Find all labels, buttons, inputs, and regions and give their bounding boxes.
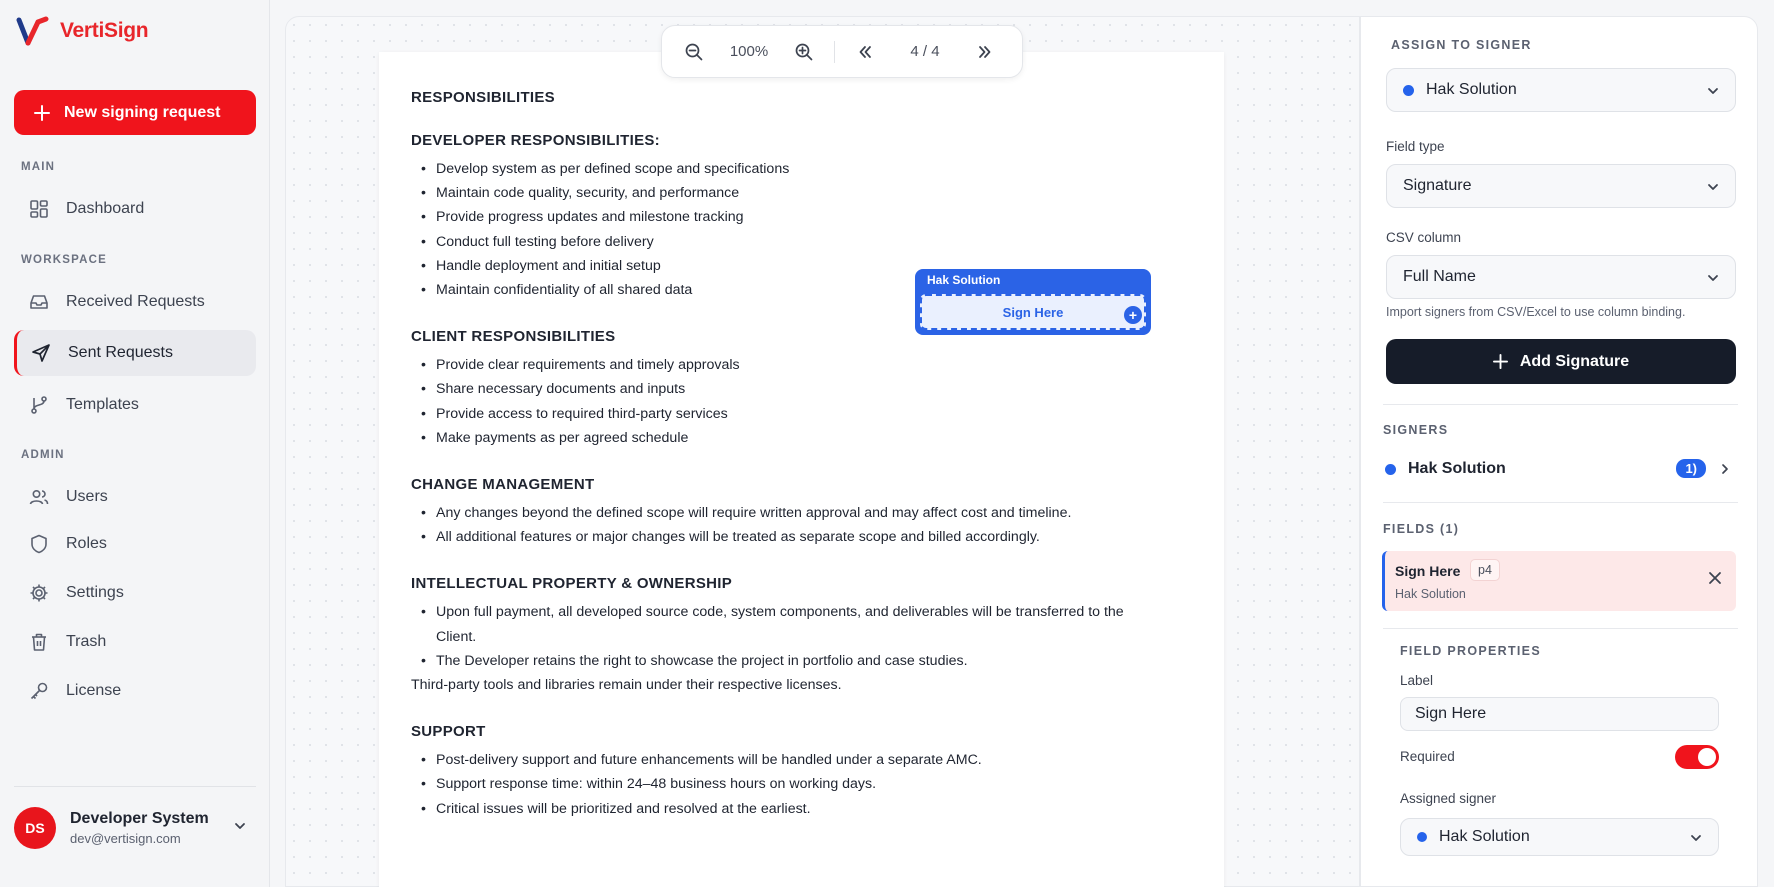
sidebar-item-label: Received Requests (66, 293, 205, 310)
assign-signer-select[interactable] (1386, 68, 1736, 112)
assign-signer-value: Hak Solution (1426, 81, 1517, 98)
document-section (411, 89, 1131, 106)
users-icon (28, 486, 50, 508)
list-item: • Maintain confidentiality of all shared data (411, 278, 1131, 302)
list-item: • Conduct full testing before delivery (411, 230, 1131, 254)
list-item: • Critical issues will be prioritized and resolved at the earliest. (411, 797, 1131, 821)
field-type-value: Signature (1403, 177, 1472, 194)
required-toggle[interactable] (1675, 745, 1719, 769)
new-signing-request-label: New signing request (64, 103, 221, 121)
signers-label: SIGNERS (1383, 423, 1449, 437)
fields-label: FIELDS (1) (1383, 522, 1460, 536)
add-signature-label: Add Signature (1519, 352, 1630, 370)
chevron-right-icon (1718, 462, 1732, 476)
list-item: • Any changes beyond the defined scope will require written approval and may affect cost and timeline. (411, 501, 1131, 525)
sidebar-item-label: Sent Requests (68, 344, 173, 361)
add-signature-button[interactable] (1386, 339, 1736, 384)
signer-color-dot (1403, 85, 1414, 96)
panel-divider (1383, 404, 1738, 405)
sidebar-item-label: Trash (66, 633, 107, 650)
csv-column-label: CSV column (1386, 230, 1462, 245)
user-name: Developer System (70, 810, 209, 827)
section-label-workspace: WORKSPACE (21, 254, 107, 266)
chevron-down-icon (1705, 179, 1721, 195)
assigned-signer-value: Hak Solution (1439, 828, 1530, 845)
sidebar-item-trash[interactable] (14, 619, 256, 665)
new-signing-request-button[interactable] (14, 90, 256, 135)
sidebar-item-label: License (66, 682, 122, 699)
shield-icon (28, 533, 50, 555)
list-item: • Support response time: within 24–48 business hours on working days. (411, 772, 1131, 796)
sidebar-item-users[interactable] (14, 474, 256, 520)
bullet-list (411, 600, 1131, 673)
field-card-title: Sign Here (1395, 563, 1461, 579)
section-label-main: MAIN (21, 161, 56, 173)
document-section (411, 328, 1131, 450)
list-item: • Share necessary documents and inputs (411, 377, 1131, 401)
key-icon (28, 680, 50, 702)
list-item: • Provide access to required third-party services (411, 402, 1131, 426)
sidebar (0, 0, 270, 887)
previous-page-button[interactable] (845, 32, 885, 72)
inbox-icon (28, 291, 50, 313)
zoom-level: 100% (729, 43, 769, 60)
assigned-signer-select[interactable] (1400, 818, 1719, 856)
sidebar-item-label: Roles (66, 535, 107, 552)
panel-divider (1383, 628, 1738, 629)
chevron-down-icon (1705, 270, 1721, 286)
brand[interactable] (16, 16, 148, 46)
list-item: • Maintain code quality, security, and performance (411, 181, 1131, 205)
viewer-toolbar (661, 25, 1023, 78)
sidebar-item-license[interactable] (14, 668, 256, 714)
section-heading: CLIENT RESPONSIBILITIES (411, 328, 616, 346)
section-label-admin: ADMIN (21, 449, 65, 461)
list-item: • The Developer retains the right to showcase the project in portfolio and case studies. (411, 649, 1131, 673)
field-card[interactable] (1382, 551, 1736, 611)
list-item: • Provide progress updates and milestone tracking (411, 205, 1131, 229)
user-menu[interactable] (14, 806, 256, 850)
field-card-signer: Hak Solution (1395, 587, 1466, 601)
list-item: • All additional features or major changes will be treated as separate scope and billed accordingly. (411, 525, 1131, 549)
signer-name: Hak Solution (1408, 460, 1506, 477)
bullet-list (411, 353, 1131, 450)
sidebar-item-settings[interactable] (14, 570, 256, 616)
gear-icon (28, 582, 50, 604)
sidebar-item-templates[interactable] (14, 382, 256, 428)
paragraph: Third-party tools and libraries remain under their respective licenses. (411, 677, 842, 694)
close-icon[interactable] (1708, 571, 1722, 585)
csv-hint: Import signers from CSV/Excel to use column binding. (1386, 305, 1686, 319)
zoom-out-icon (684, 42, 704, 62)
list-item: • Make payments as per agreed schedule (411, 426, 1131, 450)
chevron-down-icon (1688, 830, 1704, 846)
required-label: Required (1400, 749, 1455, 764)
document-page (379, 52, 1224, 887)
document-section (411, 575, 1131, 697)
plus-icon (1493, 354, 1508, 369)
section-heading: RESPONSIBILITIES (411, 89, 555, 106)
signer-color-dot (1385, 464, 1396, 475)
document-section (411, 476, 1131, 549)
next-page-button[interactable] (965, 32, 1005, 72)
list-item: • Post-delivery support and future enhancements will be handled under a separate AMC. (411, 748, 1131, 772)
signature-field-label: Sign Here (1002, 304, 1064, 320)
field-type-label: Field type (1386, 139, 1445, 154)
assign-to-signer-label: ASSIGN TO SIGNER (1391, 38, 1532, 52)
list-item: • Upon full payment, all developed source code, system components, and deliverables will be transferred to the Client. (411, 600, 1131, 648)
label-input[interactable] (1400, 697, 1719, 731)
sidebar-item-label: Dashboard (66, 200, 145, 217)
signer-color-dot (1417, 832, 1427, 842)
section-heading: CHANGE MANAGEMENT (411, 476, 595, 494)
list-item: • Handle deployment and initial setup (411, 254, 1131, 278)
sidebar-item-roles[interactable] (14, 521, 256, 567)
zoom-out-button[interactable] (674, 32, 714, 72)
send-icon (30, 342, 52, 364)
zoom-in-icon (794, 42, 814, 62)
signature-field-box[interactable] (920, 294, 1146, 330)
brand-name: VertiSign (60, 19, 149, 42)
sidebar-item-label: Users (66, 488, 108, 505)
signature-field-signer: Hak Solution (927, 273, 1001, 287)
signer-field-count: 1) (1676, 459, 1706, 478)
csv-column-value: Full Name (1403, 268, 1476, 285)
bullet-list (411, 501, 1131, 549)
vertisign-logo-icon (16, 16, 50, 46)
sidebar-item-label: Settings (66, 584, 124, 601)
list-item: • Develop system as per defined scope and specifications (411, 157, 1131, 181)
branch-icon (28, 394, 50, 416)
sidebar-item-sent-requests[interactable] (14, 330, 256, 376)
zoom-in-button[interactable] (784, 32, 824, 72)
sidebar-divider (14, 786, 256, 787)
section-heading: SUPPORT (411, 723, 486, 741)
sidebar-item-dashboard[interactable] (14, 186, 256, 232)
assigned-signer-label: Assigned signer (1400, 791, 1497, 806)
panel-divider (1383, 502, 1738, 503)
user-email: dev@vertisign.com (70, 831, 181, 846)
page-indicator: 4 / 4 (910, 43, 940, 60)
plus-icon[interactable]: + (1124, 306, 1142, 324)
sidebar-item-label: Templates (66, 396, 139, 413)
signature-field[interactable] (915, 269, 1151, 335)
toolbar-divider (834, 41, 835, 63)
list-item: • Provide clear requirements and timely approvals (411, 353, 1131, 377)
chevron-down-icon[interactable] (232, 818, 248, 834)
section-heading: DEVELOPER RESPONSIBILITIES: (411, 132, 660, 149)
label-field-label: Label (1400, 673, 1434, 688)
chevrons-left-icon (855, 42, 875, 62)
chevrons-right-icon (975, 42, 995, 62)
document-section (411, 723, 1131, 821)
avatar: DS (14, 807, 56, 849)
signer-row[interactable] (1383, 451, 1738, 487)
section-heading: INTELLECTUAL PROPERTY & OWNERSHIP (411, 575, 733, 593)
dashboard-icon (28, 198, 50, 220)
field-type-select[interactable] (1386, 164, 1736, 208)
field-properties-label: FIELD PROPERTIES (1400, 644, 1541, 658)
chevron-down-icon (1705, 83, 1721, 99)
sidebar-item-received-requests[interactable] (14, 279, 256, 325)
document-content (411, 89, 1131, 847)
field-card-page: p4 (1470, 559, 1500, 581)
user-info (70, 810, 209, 846)
trash-icon (28, 631, 50, 653)
plus-icon (34, 105, 50, 121)
bullet-list (411, 748, 1131, 821)
csv-column-select[interactable] (1386, 255, 1736, 299)
